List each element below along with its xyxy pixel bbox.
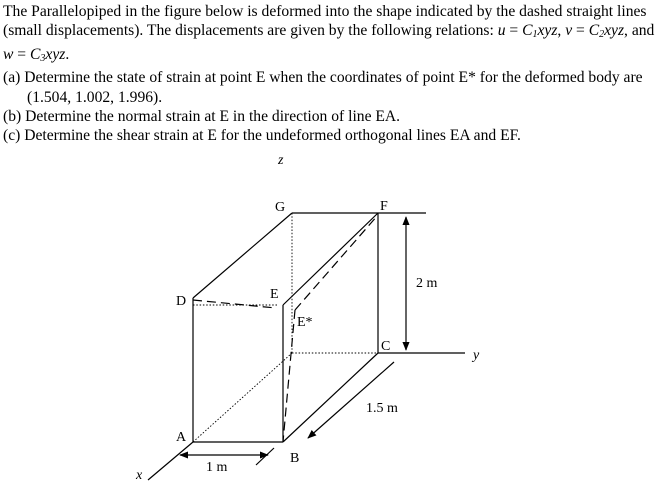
axis-x-label: x bbox=[136, 468, 143, 483]
part-a: (a) Determine the state of strain at point E when the coordinates of point E* for the deformed body are (1.504, 1.002, 1.996). bbox=[3, 69, 643, 106]
coef-sub: 3 bbox=[40, 52, 46, 64]
coef-xyz: xyz bbox=[45, 45, 66, 63]
point-c-label: C bbox=[381, 339, 391, 354]
point-e-label: E bbox=[270, 287, 279, 302]
dim-width-label: 1 m bbox=[206, 460, 228, 475]
part-c: (c) Determine the shear strain at E for the undeformed orthogonal lines EA and EF. bbox=[3, 127, 521, 145]
hidden-a-origin bbox=[193, 353, 292, 442]
point-a-label: A bbox=[176, 430, 187, 445]
point-b-label: B bbox=[290, 451, 300, 466]
separator: , and bbox=[624, 22, 655, 40]
deformed-estar-f bbox=[295, 215, 378, 310]
point-d-label: D bbox=[176, 294, 187, 309]
u-variable: u bbox=[497, 22, 506, 40]
equals-sign: = bbox=[505, 22, 523, 40]
edge-d-g bbox=[193, 213, 292, 298]
coef-c: C bbox=[522, 22, 533, 40]
equals-sign: = bbox=[13, 45, 30, 63]
coef-sub: 1 bbox=[532, 29, 538, 41]
coef-c: C bbox=[30, 45, 41, 63]
coef-c: C bbox=[588, 22, 600, 40]
period: . bbox=[65, 45, 70, 63]
dim-depth-label: 1.5 m bbox=[366, 401, 398, 416]
v-variable: v bbox=[565, 22, 573, 40]
point-f-label: F bbox=[380, 199, 388, 214]
w-variable: w bbox=[3, 45, 14, 63]
dimension-lines bbox=[180, 217, 406, 465]
hidden-edges bbox=[193, 213, 378, 442]
coef-sub: 2 bbox=[599, 29, 605, 41]
x-axis-line bbox=[148, 442, 193, 480]
coef-xyz: xyz bbox=[537, 22, 558, 40]
deformed-d-estar bbox=[193, 300, 276, 308]
deformed-estar-b bbox=[283, 310, 295, 442]
equals-sign: = bbox=[572, 22, 589, 40]
intro-text: The Parallelopiped in the figure below is deformed into the shape indicated by the dashed straight lines (small displacements). The displacements are given by the following relations: bbox=[3, 3, 647, 40]
part-b: (b) Determine the normal strain at E in the direction of line EA. bbox=[3, 108, 401, 126]
axes bbox=[148, 353, 465, 480]
axis-z-label: z bbox=[278, 153, 284, 168]
point-g-label: G bbox=[275, 200, 286, 215]
edge-e-f bbox=[283, 213, 378, 305]
edge-b-c bbox=[283, 353, 378, 442]
deformed-edges bbox=[193, 215, 378, 442]
dim-height-label: 2 m bbox=[416, 276, 438, 291]
dim-width-tick bbox=[256, 448, 274, 465]
dim-depth-arrow bbox=[308, 362, 394, 438]
separator: , bbox=[557, 22, 566, 40]
coef-xyz: xyz bbox=[604, 22, 625, 40]
axis-y-label: y bbox=[473, 348, 480, 363]
point-e-star-label: E* bbox=[297, 315, 313, 330]
